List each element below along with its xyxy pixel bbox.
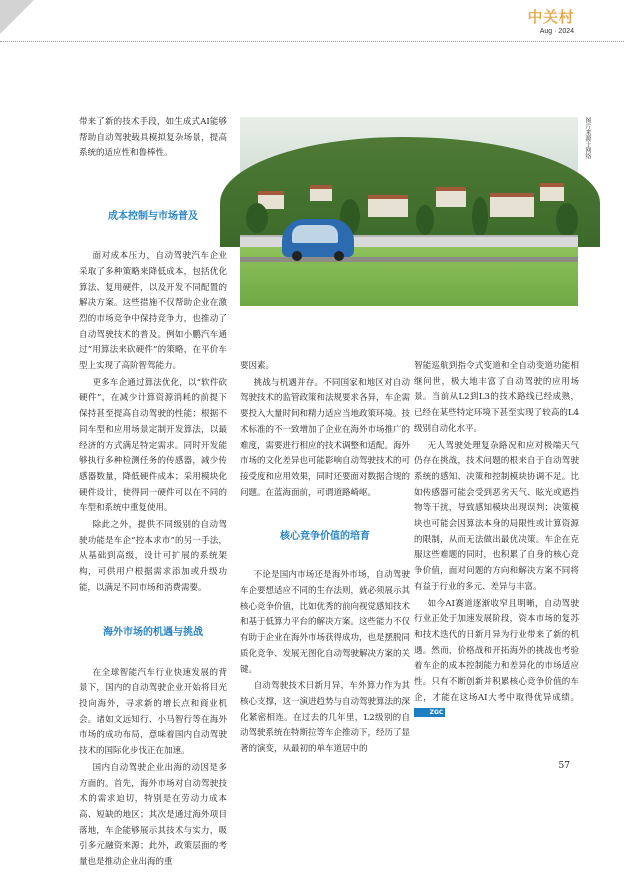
brand-logo: 中关村 <box>527 8 574 26</box>
paragraph: 在全球智能汽车行业快速发展的背景下，国内的自动驾驶企业开始将目光投向海外，寻求新的增长点和商业机会。诸如文远知行、小马智行等在海外市场的成功布局，意味着国内自动驾驶技术的国际化步伐正在加速。 <box>79 667 227 757</box>
photo-caption: 图片来源于网络 <box>584 117 591 159</box>
heading-cost-control: 成本控制与市场普及 <box>108 211 198 223</box>
paragraph: 要因素。 <box>240 361 275 371</box>
paragraph: 除此之外，提供不同级别的自动驾驶功能是车企“控本求市”的另一手法，从基础到高级，设计可扩展的系统架构，可供用户根据需求添加或升级功能，以满足不同市场和消费需要。 <box>79 520 227 593</box>
closing-paragraph-text: 如今AI赛道逐渐收窄且明晰，自动驾驶行业正处于加速发展阶段，资本市场的复苏和技术迭代的日新月异为行业带来了新的机遇。然而，价格战和开拓海外的挑战也考验着车企的成本控制能力和差异化的市场适应性。只有不断创新并积累核心竞争价值的车企，才能在这场AI大考中取得优异成绩。 <box>414 598 579 703</box>
intro-paragraph: 带来了新的技术手段，如生成式AI能够帮助自动驾驶载具模拟复杂场景，提高系统的适应性和鲁棒性。 <box>79 117 227 159</box>
paragraph <box>414 597 579 723</box>
autonomous-shuttle-photo <box>240 117 578 306</box>
paragraph: 挑战与机遇并存。不同国家和地区对自动驾驶技术的监管政策和法规要求各异，车企需要投入大量时间和精力适应当地政策环境。技术标准的不一致增加了企业在海外市场推广的难度，需要进行相应的技术调整和适配。海外市场的文化差异也可能影响自动驾驶技术的可接受度和应用效果，同时还要面对数据合规的问题。在蓝海面前，可谓道路崎岖。 <box>240 377 411 498</box>
paragraph: 智能巡航到指令式变道和全自动变道功能相继问世，极大地丰富了自动驾驶的应用场景。当前从L2到L3的技术路线已经成熟，已经在某些特定环境下甚至实现了较高的L4级别自动化水平。 <box>414 361 579 434</box>
paragraph: 不论是国内市场还是海外市场，自动驾驶车企要想适应不同的生存法则，就必须展示其核心竞争价值，比如优秀的前向视觉感知技术和基于低算力平台的解决方案。这些能力不仅有助于企业在海外市场获得成功，也是摆脱同质化竞争、发展无图化自动驾驶解决方案的关键。 <box>240 570 411 675</box>
page-number: 57 <box>558 761 570 771</box>
shuttle-vehicle <box>282 219 354 257</box>
paragraph: 更多车企通过算法优化，以“软件砍硬件”，在减少计算资源消耗的前提下保持甚至提高自动驾驶的性能；根据不同车型和应用场景定制开发算法，以最经济的方式满足特定需求。同时开发能够执行多种检测任务的传感器，减少传感器数量，降低硬件成本；采用模块化硬件设计，使得同一硬件可以在不同的车型和系统中重复使用。 <box>79 377 227 514</box>
paragraph: 自动驾驶技术日新月异，车外算力作为其核心支撑，这一演进趋势与自动驾驶算法的深化紧密相连。在过去的几年里，L2级别的自动驾驶系统在特斯拉等车企推动下，经历了显著的演变，从最初的单车道居中的 <box>240 681 411 755</box>
issue-date: Aug · 2024 <box>539 28 574 35</box>
paragraph: 无人驾驶处理复杂路况和应对极端天气仍存在挑战，技术问题的根来自于自动驾驶系统的感知、决策和控制模块协调不足。比如传感器可能会受到恶劣天气、眩光或遮挡物等干扰，导致感知模块出现误判；决策模块也可能会因算法本身的局限性或计算资源的限制，从而无法做出最优决策。车企在克服这些难题的同时，也积累了自身的核心竞争价值，面对问题的方向和解决方案不同将有益于行业的多元、差异与丰富。 <box>414 440 579 592</box>
column-middle <box>240 359 410 759</box>
heading-core-competitiveness: 核心竞争价值的培育 <box>280 531 370 543</box>
paragraph: 面对成本压力，自动驾驶汽车企业采取了多种策略来降低成本，包括优化算法、复用硬件，以及开发不同配置的解决方案。这些措施不仅帮助企业在激烈的市场竞争中保持竞争力，也推动了自动驾驶技术的普及。例如小鹏汽车通过“用算法来砍硬件”的策略，在平价车型上实现了高阶智驾能力。 <box>79 251 227 372</box>
heading-overseas-market: 海外市场的机遇与挑战 <box>103 626 203 638</box>
header-divider <box>0 41 624 42</box>
column-right <box>414 359 579 723</box>
column-left <box>79 115 227 872</box>
paragraph: 国内自动驾驶企业出海的动因是多方面的。首先，海外市场对自动驾驶技术的需求迫切，特别是在劳动力成本高、短缺的地区；其次是通过海外项目落地，车企能够展示其技术与实力，吸引多元融资来源；此外，政策层面的考量也是推动企业出海的重 <box>79 762 227 868</box>
zgc-end-tag: ZGC <box>414 708 445 717</box>
corner-fold <box>0 0 34 34</box>
